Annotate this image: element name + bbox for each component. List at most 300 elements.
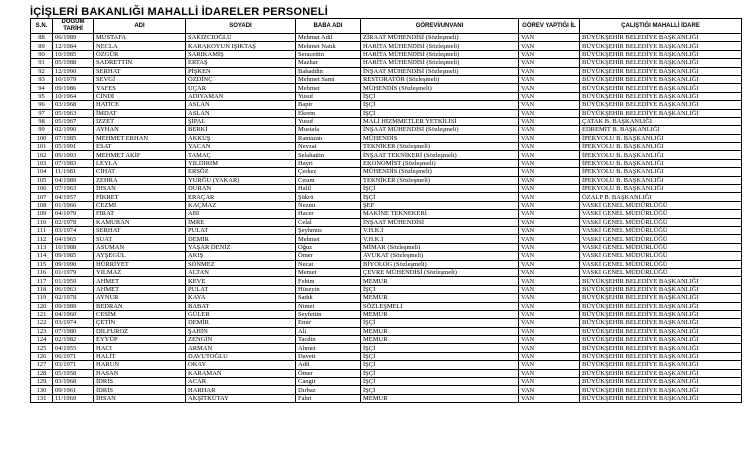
institution-cell: BÜYÜKŞEHİR BELEDİYE BAŞKANLIĞI [580,59,742,67]
position-cell: HARİTA MÜHENDİSİ (Sözleşmeli) [361,50,519,58]
province-cell: VAN [519,101,580,109]
personnel-table [30,18,742,403]
table-row [31,294,742,302]
position-cell: EKONOMİST (Sözleşmeli) [361,159,519,167]
table-row [31,176,742,184]
birth-date-cell: 04/1979 [53,210,94,218]
birth-date-cell: 04/1989 [53,176,94,184]
row-number-cell: 125 [31,344,53,352]
position-cell: TEKNİKER (Sözleşmeli) [361,176,519,184]
birth-date-cell: 09/1989 [53,302,94,310]
first-name-cell: MEHMET AKİF [94,151,186,159]
father-name-cell: Mehmet Natık [296,42,361,50]
first-name-cell: CEZMİ [94,201,186,209]
birth-date-cell: 05/1958 [53,369,94,377]
province-cell: VAN [519,218,580,226]
row-number-cell: 88 [31,34,53,42]
province-cell: VAN [519,277,580,285]
row-number-cell: 102 [31,151,53,159]
surname-cell: UÇAR [186,84,296,92]
table-row [31,268,742,276]
header-birth-date: DOĞUM TARİHİ [53,19,94,34]
position-cell: İŞÇİ [361,344,519,352]
row-number-cell: 97 [31,109,53,117]
row-number-cell: 109 [31,210,53,218]
first-name-cell: SERHAT [94,67,186,75]
institution-cell: BÜYÜKŞEHİR BELEDİYE BAŞKANLIĞI [580,394,742,402]
surname-cell: ZENGİN [186,336,296,344]
institution-cell: VASKİ GENEL MÜDÜRLÜĞÜ [580,260,742,268]
province-cell: VAN [519,235,580,243]
position-cell: İŞÇİ [361,352,519,360]
birth-date-cell: 05/1963 [53,109,94,117]
first-name-cell: ASUMAN [94,243,186,251]
father-name-cell: Ekrem [296,109,361,117]
first-name-cell: ESAT [94,143,186,151]
first-name-cell: SADRETTİN [94,59,186,67]
row-number-cell: 114 [31,252,53,260]
first-name-cell: EYYÜP [94,336,186,344]
position-cell: AVUKAT (Sözleşmeli) [361,252,519,260]
birth-date-cell: 07/1985 [53,134,94,142]
first-name-cell: SEVGİ [94,75,186,83]
table-row [31,361,742,369]
position-cell: RESTORATÖR (Sözleşmeli) [361,75,519,83]
institution-cell: İPEKYOLU B. BAŞKANLIĞI [580,176,742,184]
surname-cell: YAŞAR DENİZ [186,243,296,251]
table-row [31,277,742,285]
table-row [31,109,742,117]
father-name-cell: Cangir [296,378,361,386]
first-name-cell: FIRAT [94,210,186,218]
row-number-cell: 126 [31,352,53,360]
table-row [31,75,742,83]
position-cell: İŞÇİ [361,92,519,100]
institution-cell: VASKİ GENEL MÜDÜRLÜĞÜ [580,235,742,243]
province-cell: VAN [519,151,580,159]
row-number-cell: 98 [31,117,53,125]
position-cell: ÇEVRE MÜHENDİSİ (Sözleşmeli) [361,268,519,276]
institution-cell: VASKİ GENEL MÜDÜRLÜĞÜ [580,210,742,218]
surname-cell: KARAMAN [186,369,296,377]
birth-date-cell: 03/1974 [53,319,94,327]
father-name-cell: Çerkez [296,168,361,176]
first-name-cell: HACI [94,344,186,352]
institution-cell: İPEKYOLU B. BAŞKANLIĞI [580,151,742,159]
father-name-cell: Ahmet [296,344,361,352]
birth-date-cell: 10/1985 [53,50,94,58]
table-body [31,34,742,403]
father-name-cell: Şükrü [296,193,361,201]
first-name-cell: ZEHRA [94,176,186,184]
row-number-cell: 121 [31,310,53,318]
institution-cell: EDREMİT B. BAŞKANLIĞI [580,126,742,134]
row-number-cell: 131 [31,394,53,402]
birth-date-cell: 09/1990 [53,260,94,268]
birth-date-cell: 11/1981 [53,168,94,176]
province-cell: VAN [519,226,580,234]
table-row [31,327,742,335]
first-name-cell: YAFES [94,84,186,92]
province-cell: VAN [519,143,580,151]
position-cell: MİMAR (Sözleşmeli) [361,243,519,251]
institution-cell: BÜYÜKŞEHİR BELEDİYE BAŞKANLIĞI [580,84,742,92]
institution-cell: İPEKYOLU B. BAŞKANLIĞI [580,159,742,167]
surname-cell: ŞAHİN [186,327,296,335]
table-row [31,159,742,167]
header-institution: ÇALIŞTIĞI MAHALLİ İDARE [580,19,742,34]
province-cell: VAN [519,210,580,218]
first-name-cell: HALİT [94,352,186,360]
first-name-cell: MUSTAFA [94,34,186,42]
birth-date-cell: 02/1990 [53,126,94,134]
row-number-cell: 90 [31,50,53,58]
table-row [31,42,742,50]
table-row [31,168,742,176]
province-cell: VAN [519,310,580,318]
position-cell: BİYOLOG (Sözleşmeli) [361,260,519,268]
position-cell: İNŞAAT MÜHENDİSİ (Sözleşmeli) [361,67,519,75]
table-header [31,19,742,34]
position-cell: MEMUR [361,310,519,318]
first-name-cell: SUAT [94,235,186,243]
surname-cell: ASLAN [186,109,296,117]
province-cell: VAN [519,243,580,251]
birth-date-cell: 11/1969 [53,394,94,402]
position-cell: İNŞAAT MÜHENDİSİ [361,218,519,226]
father-name-cell: Şeyhmus [296,226,361,234]
header-surname: SOYADI [186,19,296,34]
father-name-cell: Ömer [296,252,361,260]
row-number-cell: 129 [31,378,53,386]
table-row [31,336,742,344]
surname-cell: PULAT [186,285,296,293]
surname-cell: OKAY [186,361,296,369]
row-number-cell: 99 [31,126,53,134]
position-cell: MÜHENDİS (Sözleşmeli) [361,84,519,92]
father-name-cell: Dırbaz [296,386,361,394]
province-cell: VAN [519,159,580,167]
province-cell: VAN [519,336,580,344]
row-number-cell: 112 [31,235,53,243]
institution-cell: ÖZALP B. BAŞKANLIĞI [580,193,742,201]
table-row [31,218,742,226]
province-cell: VAN [519,327,580,335]
surname-cell: ABI [186,210,296,218]
table-row [31,59,742,67]
father-name-cell: Ömer [296,369,361,377]
position-cell: MEMUR [361,277,519,285]
birth-date-cell: 01/1959 [53,277,94,285]
surname-cell: YACAN [186,143,296,151]
province-cell: VAN [519,302,580,310]
institution-cell: VASKİ GENEL MÜDÜRLÜĞÜ [580,201,742,209]
table-row [31,302,742,310]
row-number-cell: 94 [31,84,53,92]
birth-date-cell: 09/1961 [53,386,94,394]
surname-cell: İMRE [186,218,296,226]
row-number-cell: 113 [31,243,53,251]
father-name-cell: Bahaddin [296,67,361,75]
province-cell: VAN [519,386,580,394]
first-name-cell: DİLFUROZ [94,327,186,335]
birth-date-cell: 10/1988 [53,243,94,251]
province-cell: VAN [519,344,580,352]
first-name-cell: AHMET [94,277,186,285]
first-name-cell: HATİCE [94,101,186,109]
table-row [31,386,742,394]
institution-cell: BÜYÜKŞEHİR BELEDİYE BAŞKANLIĞI [580,378,742,386]
province-cell: VAN [519,134,580,142]
position-cell: HARİTA MÜHENDİSİ (Sözleşmeli) [361,42,519,50]
birth-date-cell: 01/1966 [53,201,94,209]
institution-cell: VASKİ GENEL MÜDÜRLÜĞÜ [580,218,742,226]
province-cell: VAN [519,201,580,209]
institution-cell: BÜYÜKŞEHİR BELEDİYE BAŞKANLIĞI [580,92,742,100]
institution-cell: İPEKYOLU B. BAŞKANLIĞI [580,143,742,151]
row-number-cell: 124 [31,336,53,344]
position-cell: MEMUR [361,394,519,402]
position-cell: TEKNİKER (Sözleşmeli) [361,143,519,151]
institution-cell: BÜYÜKŞEHİR BELEDİYE BAŞKANLIĞI [580,336,742,344]
institution-cell: BÜYÜKŞEHİR BELEDİYE BAŞKANLIĞI [580,101,742,109]
father-name-cell: Nevzat [296,143,361,151]
birth-date-cell: 09/1986 [53,84,94,92]
father-name-cell: Mehmet [296,235,361,243]
province-cell: VAN [519,260,580,268]
first-name-cell: HASAN [94,369,186,377]
row-number-cell: 122 [31,319,53,327]
father-name-cell: Memet [296,268,361,276]
table-row [31,34,742,42]
institution-cell: BÜYÜKŞEHİR BELEDİYE BAŞKANLIĞI [580,34,742,42]
surname-cell: YURĞU (YAKAR) [186,176,296,184]
surname-cell: ALTAN [186,268,296,276]
institution-cell: BÜYÜKŞEHİR BELEDİYE BAŞKANLIĞI [580,42,742,50]
institution-cell: BÜYÜKŞEHİR BELEDİYE BAŞKANLIĞI [580,344,742,352]
row-number-cell: 118 [31,285,53,293]
first-name-cell: AYŞEGÜL [94,252,186,260]
position-cell: ZİRAAT MÜHENDİSİ (Sözleşmeli) [361,34,519,42]
position-cell: İŞÇİ [361,378,519,386]
surname-cell: ADIYAMAN [186,92,296,100]
father-name-cell: Ali [296,327,361,335]
birth-date-cell: 06/1963 [53,285,94,293]
father-name-cell: Emir [296,319,361,327]
row-number-cell: 116 [31,268,53,276]
table-row [31,260,742,268]
first-name-cell: İDRİS [94,386,186,394]
position-cell: İŞÇİ [361,319,519,327]
table-row [31,193,742,201]
province-cell: VAN [519,34,580,42]
position-cell: V.H.K.İ [361,235,519,243]
birth-date-cell: 05/1967 [53,117,94,125]
surname-cell: KAÇMAZ [186,201,296,209]
birth-date-cell: 12/1990 [53,67,94,75]
province-cell: VAN [519,67,580,75]
row-number-cell: 107 [31,193,53,201]
first-name-cell: BEDRAN [94,302,186,310]
first-name-cell: NECLA [94,42,186,50]
birth-date-cell: 07/1963 [53,185,94,193]
surname-cell: ÖZDİNÇ [186,75,296,83]
row-number-cell: 110 [31,218,53,226]
province-cell: VAN [519,268,580,276]
surname-cell: KARAKOYUN IŞIKTAŞ [186,42,296,50]
position-cell: SÖZLEŞMELİ [361,302,519,310]
position-cell: İŞÇİ [361,109,519,117]
birth-date-cell: 06/1989 [53,34,94,42]
surname-cell: ARMAN [186,344,296,352]
birth-date-cell: 04/1955 [53,344,94,352]
position-cell: İŞÇİ [361,386,519,394]
province-cell: VAN [519,294,580,302]
first-name-cell: FİKRET [94,193,186,201]
surname-cell: DEMİR [186,235,296,243]
first-name-cell: İMDAT [94,109,186,117]
position-cell: HARİTA MÜHENDİSİ (Sözleşmeli) [361,59,519,67]
position-cell: İŞÇİ [361,369,519,377]
birth-date-cell: 10/1964 [53,92,94,100]
birth-date-cell: 07/1983 [53,159,94,167]
header-province: GÖREV YAPTIĞI İL [519,19,580,34]
surname-cell: PİŞKEN [186,67,296,75]
province-cell: VAN [519,109,580,117]
father-name-cell: Hayri [296,159,361,167]
row-number-cell: 108 [31,201,53,209]
province-cell: VAN [519,75,580,83]
surname-cell: ERTAŞ [186,59,296,67]
position-cell: İŞÇİ [361,361,519,369]
table-row [31,226,742,234]
surname-cell: SAKIZCIOĞLU [186,34,296,42]
province-cell: VAN [519,92,580,100]
surname-cell: BABAT [186,302,296,310]
row-number-cell: 103 [31,159,53,167]
province-cell: VAN [519,117,580,125]
birth-date-cell: 12/1984 [53,42,94,50]
row-number-cell: 105 [31,176,53,184]
first-name-cell: CİNDİ [94,92,186,100]
position-cell: MÜHENDİS (Sözleşmeli) [361,168,519,176]
surname-cell: DAVUTOĞLU [186,352,296,360]
father-name-cell: Tacdin [296,336,361,344]
birth-date-cell: 04/1957 [53,193,94,201]
institution-cell: BÜYÜKŞEHİR BELEDİYE BAŞKANLIĞI [580,109,742,117]
birth-date-cell: 10/1979 [53,75,94,83]
father-name-cell: Sadık [296,294,361,302]
province-cell: VAN [519,50,580,58]
position-cell: İNŞAAT MÜHENDİSİ (Sözleşmeli) [361,126,519,134]
document-title: İÇİŞLERİ BAKANLIĞI MAHALLİ İDARELER PERSONELİ [30,6,329,18]
position-cell: İŞÇİ [361,193,519,201]
father-name-cell: Halil [296,185,361,193]
surname-cell: SÖNMEZ [186,260,296,268]
birth-date-cell: 03/1971 [53,361,94,369]
row-number-cell: 104 [31,168,53,176]
position-cell: İŞÇİ [361,185,519,193]
row-number-cell: 128 [31,369,53,377]
first-name-cell: YILMAZ [94,268,186,276]
table-row [31,394,742,402]
surname-cell: TAMAÇ [186,151,296,159]
row-number-cell: 91 [31,59,53,67]
father-name-cell: Yusuf [296,117,361,125]
institution-cell: BÜYÜKŞEHİR BELEDİYE BAŞKANLIĞI [580,277,742,285]
province-cell: VAN [519,59,580,67]
table-row [31,117,742,125]
row-number-cell: 89 [31,42,53,50]
father-name-cell: Celal [296,218,361,226]
first-name-cell: AYHAN [94,126,186,134]
row-number-cell: 115 [31,260,53,268]
position-cell: ŞEF [361,201,519,209]
institution-cell: BÜYÜKŞEHİR BELEDİYE BAŞKANLIĞI [580,310,742,318]
father-name-cell: Seyfettin [296,310,361,318]
province-cell: VAN [519,352,580,360]
table-row [31,67,742,75]
surname-cell: DEMİR [186,319,296,327]
father-name-cell: Adil [296,361,361,369]
birth-date-cell: 02/1982 [53,336,94,344]
row-number-cell: 119 [31,294,53,302]
row-number-cell: 96 [31,101,53,109]
father-name-cell: Fahri [296,394,361,402]
surname-cell: ASLAN [186,101,296,109]
institution-cell: ÇATAK B. BAŞKANLIĞI [580,117,742,125]
institution-cell: BÜYÜKŞEHİR BELEDİYE BAŞKANLIĞI [580,319,742,327]
father-name-cell: Daveti [296,352,361,360]
row-number-cell: 95 [31,92,53,100]
birth-date-cell: 06/1971 [53,352,94,360]
position-cell: MÜHENDİS [361,134,519,142]
surname-cell: PULAT [186,226,296,234]
first-name-cell: AHMET [94,285,186,293]
father-name-cell: Mazhar [296,59,361,67]
father-name-cell: Yusuf [296,92,361,100]
table-row [31,235,742,243]
table-row [31,92,742,100]
surname-cell: ERAÇAR [186,193,296,201]
father-name-cell: Necat [296,260,361,268]
institution-cell: BÜYÜKŞEHİR BELEDİYE BAŞKANLIĞI [580,67,742,75]
row-number-cell: 117 [31,277,53,285]
father-name-cell: Oğuz [296,243,361,251]
province-cell: VAN [519,394,580,402]
table-row [31,185,742,193]
first-name-cell: CESİM [94,310,186,318]
province-cell: VAN [519,42,580,50]
table-row [31,352,742,360]
header-position: GÖREVİ/UNVANI [361,19,519,34]
row-number-cell: 101 [31,143,53,151]
institution-cell: VASKİ GENEL MÜDÜRLÜĞÜ [580,243,742,251]
row-number-cell: 92 [31,67,53,75]
institution-cell: VASKİ GENEL MÜDÜRLÜĞÜ [580,252,742,260]
institution-cell: VASKİ GENEL MÜDÜRLÜĞÜ [580,268,742,276]
province-cell: VAN [519,168,580,176]
header-first-name: ADI [94,19,186,34]
institution-cell: BÜYÜKŞEHİR BELEDİYE BAŞKANLIĞI [580,361,742,369]
row-number-cell: 111 [31,226,53,234]
table-row [31,143,742,151]
table-row [31,285,742,293]
header-row [31,19,742,34]
table-row [31,378,742,386]
province-cell: VAN [519,126,580,134]
first-name-cell: MEHMET ERHAN [94,134,186,142]
